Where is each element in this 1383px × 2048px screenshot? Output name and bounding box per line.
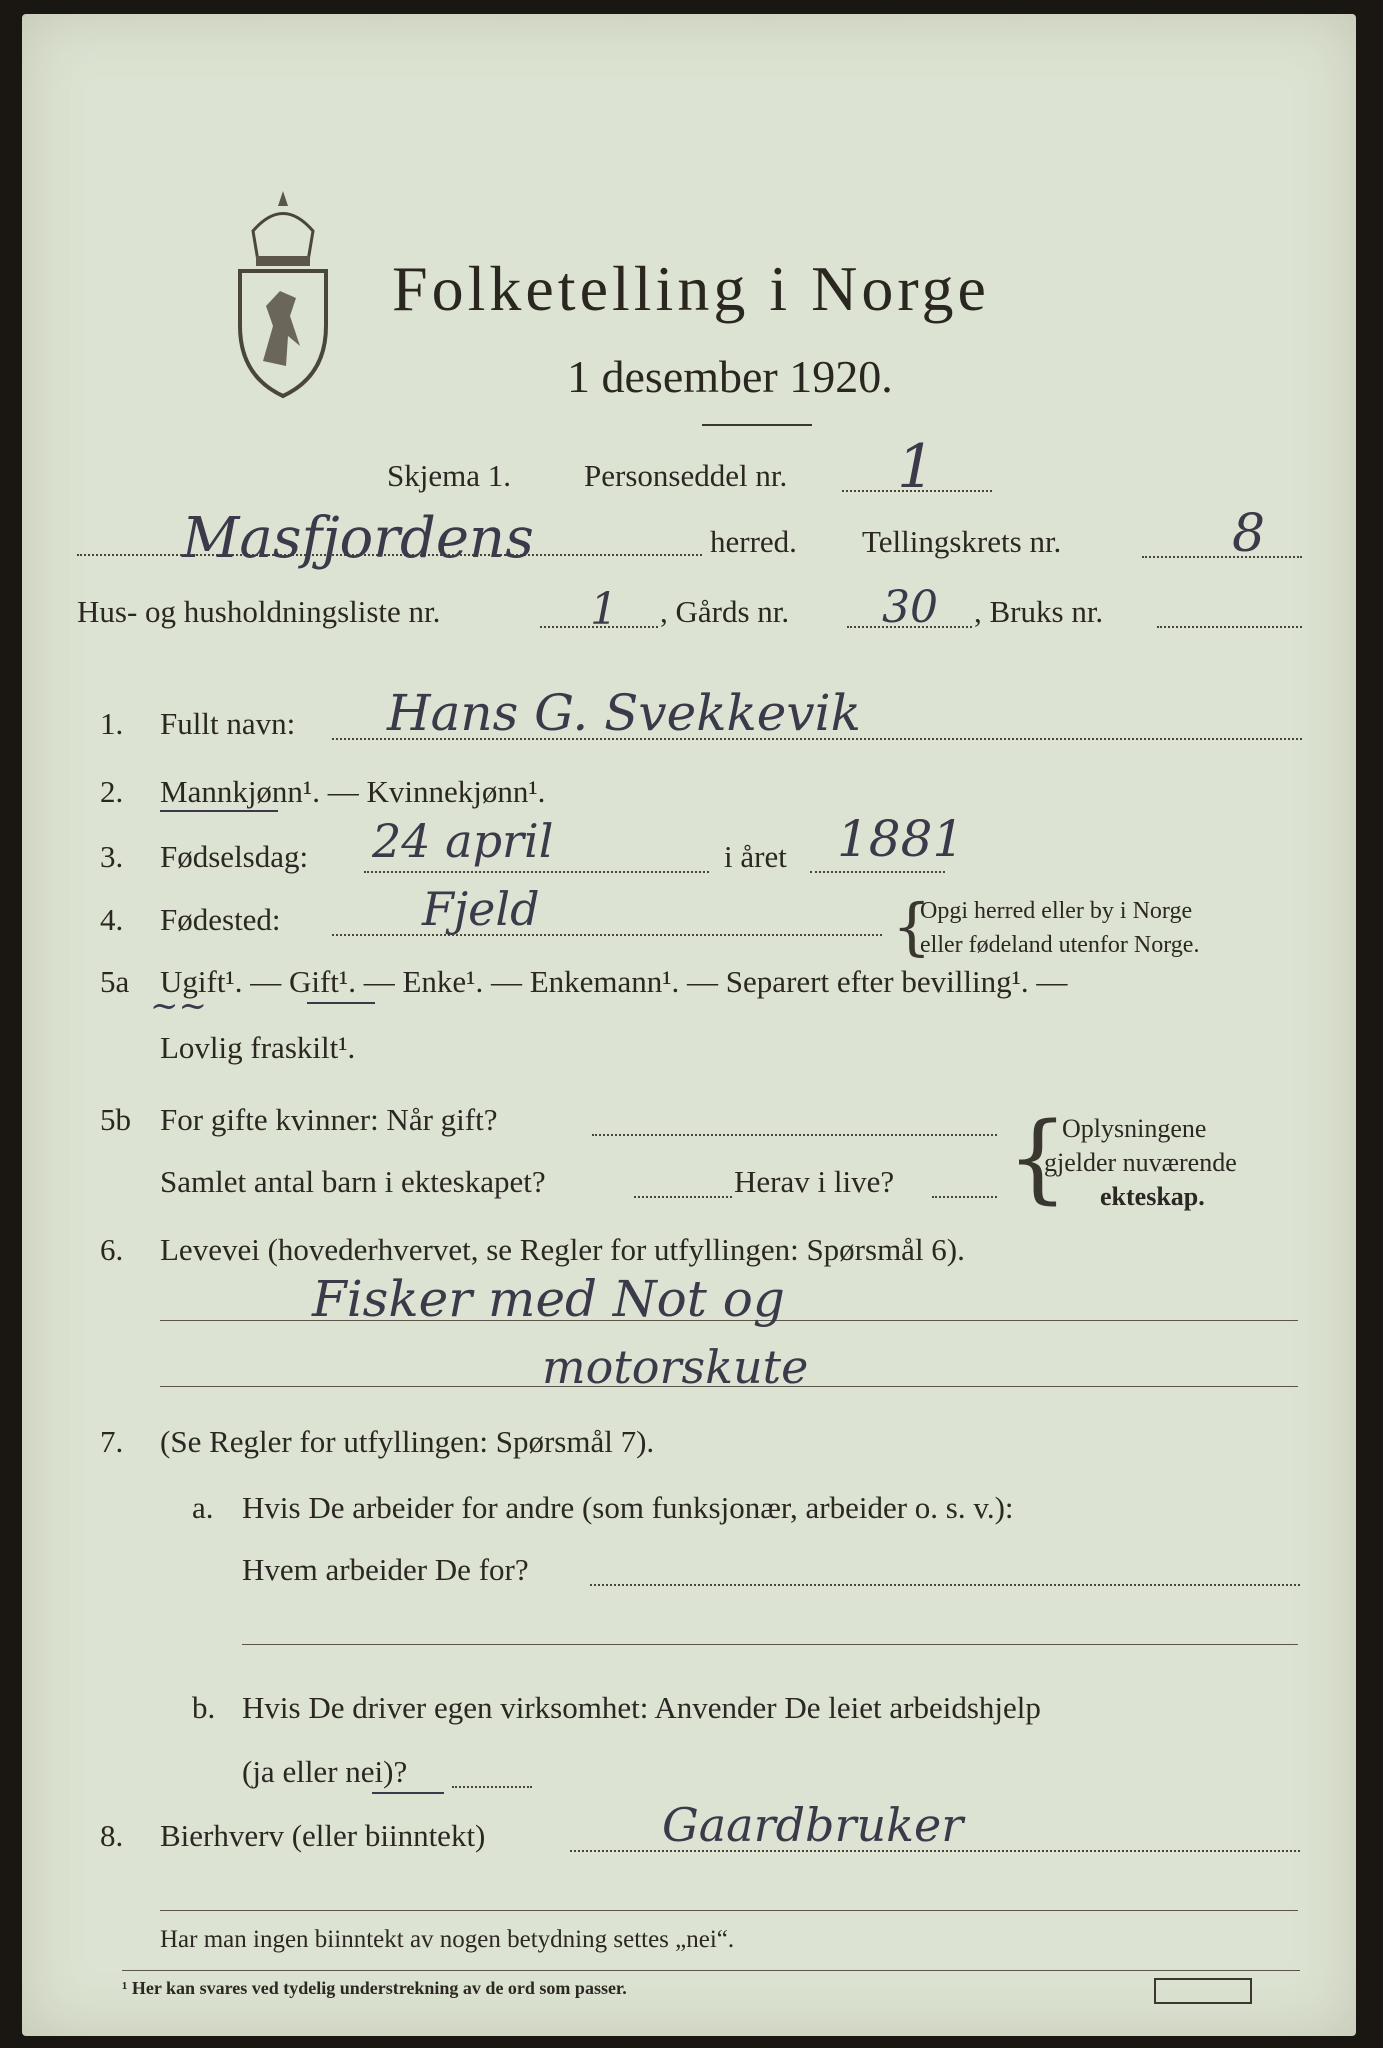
birthdate-value: 24 april bbox=[372, 814, 554, 868]
gards-label: , Gårds nr. bbox=[660, 594, 790, 629]
q6-number: 6. bbox=[100, 1232, 124, 1267]
side-income-line-2 bbox=[160, 1910, 1298, 1911]
husholdningsliste-value: 1 bbox=[590, 584, 618, 635]
q7a-label: Hvis De arbeider for andre (som funksjonær, arbeider o. s. v.): bbox=[242, 1490, 1014, 1525]
q7-number: 7. bbox=[100, 1424, 124, 1459]
q5b-children-label: Samlet antal barn i ekteskapet? bbox=[160, 1164, 546, 1199]
q5a-label-line2: Lovlig fraskilt¹. bbox=[160, 1030, 356, 1065]
employer-line-2 bbox=[242, 1644, 1298, 1645]
year-label: i året bbox=[724, 839, 787, 874]
children-field-line bbox=[634, 1196, 732, 1198]
herred-label: herred. bbox=[710, 524, 797, 559]
q7a-number: a. bbox=[192, 1490, 214, 1525]
tellingskrets-field-line bbox=[1142, 556, 1302, 558]
q5b-label: For gifte kvinner: Når gift? bbox=[160, 1102, 498, 1137]
q5b-note-line2: gjelder nuværende bbox=[1044, 1148, 1237, 1177]
q5b-living-label: Herav i live? bbox=[734, 1164, 895, 1199]
gards-value: 30 bbox=[882, 582, 938, 633]
occupation-value-line1: Fisker med Not og bbox=[312, 1270, 785, 1328]
husholdningsliste-label: Hus- og husholdningsliste nr. bbox=[77, 594, 441, 629]
employer-field-line bbox=[590, 1584, 1300, 1586]
norwegian-lion-shield-icon bbox=[228, 186, 338, 406]
q8-number: 8. bbox=[100, 1818, 124, 1853]
q7b-number: b. bbox=[192, 1690, 216, 1725]
q7a-employer-label: Hvem arbeider De for? bbox=[242, 1552, 529, 1587]
side-income-value: Gaardbruker bbox=[662, 1798, 964, 1852]
q1-number: 1. bbox=[100, 706, 124, 741]
title-divider bbox=[702, 424, 812, 426]
q5b-brace: { bbox=[1007, 1102, 1069, 1214]
living-field-line bbox=[932, 1196, 997, 1198]
form-title: Folketelling i Norge bbox=[392, 253, 990, 324]
q1-label: Fullt navn: bbox=[160, 706, 296, 741]
bruks-label: , Bruks nr. bbox=[974, 594, 1104, 629]
q7b-label-line2: (ja eller nei)? bbox=[242, 1754, 408, 1789]
full-name-value: Hans G. Svekkevik bbox=[387, 684, 861, 742]
q4-note-line1: Opgi herred eller by i Norge bbox=[920, 898, 1193, 924]
footer-divider bbox=[122, 1970, 1300, 1971]
q6-label: Levevei (hovederhvervet, se Regler for utfyllingen: Spørsmål 6). bbox=[160, 1232, 965, 1267]
q5a-number: 5a bbox=[100, 964, 130, 999]
q4-label: Fødested: bbox=[160, 902, 281, 937]
q7-label: (Se Regler for utfyllingen: Spørsmål 7). bbox=[160, 1424, 655, 1459]
q4-brace: { bbox=[892, 890, 932, 963]
married-date-field-line bbox=[592, 1134, 997, 1136]
q5b-note-line3: ekteskap. bbox=[1100, 1182, 1205, 1211]
no-income-note: Har man ingen biinntekt av nogen betydning settes „nei“. bbox=[160, 1926, 735, 1953]
birth-year-value: 1881 bbox=[837, 810, 965, 868]
q2-number: 2. bbox=[100, 774, 124, 809]
gift-underline bbox=[307, 1002, 375, 1004]
mannkjonn-underline bbox=[160, 810, 278, 812]
q5a-label: Ugift¹. — Gift¹. — Enke¹. — Enkemann¹. — Separert efter bevilling¹. — bbox=[160, 964, 1068, 999]
personseddel-label: Personseddel nr. bbox=[584, 458, 788, 493]
q2-label: Mannkjønn¹. — Kvinnekjønn¹. bbox=[160, 774, 546, 809]
tellingskrets-value: 8 bbox=[1232, 504, 1266, 564]
occupation-value-line2: motorskute bbox=[542, 1340, 809, 1394]
birthplace-value: Fjeld bbox=[422, 882, 540, 936]
skjema-label: Skjema 1. bbox=[387, 458, 511, 493]
year-field-line bbox=[810, 871, 945, 873]
q4-field-line bbox=[332, 934, 882, 936]
personseddel-value: 1 bbox=[897, 432, 936, 502]
q3-label: Fødselsdag: bbox=[160, 839, 309, 874]
hired-help-field-line bbox=[452, 1786, 532, 1788]
printer-stamp-icon bbox=[1154, 1978, 1252, 2004]
nei-underline bbox=[372, 1792, 444, 1794]
q4-number: 4. bbox=[100, 902, 124, 937]
herred-value: Masfjordens bbox=[182, 506, 534, 571]
ugift-strike-mark: ~~ bbox=[150, 986, 207, 1026]
q8-label: Bierhverv (eller biinntekt) bbox=[160, 1818, 486, 1853]
tellingskrets-label: Tellingskrets nr. bbox=[862, 524, 1062, 559]
census-date: 1 desember 1920. bbox=[567, 351, 893, 402]
bruks-field-line bbox=[1157, 626, 1302, 628]
census-form bbox=[22, 14, 1356, 2036]
q5b-note-line1: Oplysningene bbox=[1062, 1114, 1207, 1143]
q3-number: 3. bbox=[100, 839, 124, 874]
footnote: ¹ Her kan svares ved tydelig understrekning av de ord som passer. bbox=[122, 1978, 627, 1998]
q3-field-line bbox=[364, 871, 709, 873]
q5b-number: 5b bbox=[100, 1102, 131, 1137]
q4-note-line2: eller fødeland utenfor Norge. bbox=[920, 932, 1200, 958]
q7b-label: Hvis De driver egen virksomhet: Anvender De leiet arbeidshjelp bbox=[242, 1690, 1041, 1725]
